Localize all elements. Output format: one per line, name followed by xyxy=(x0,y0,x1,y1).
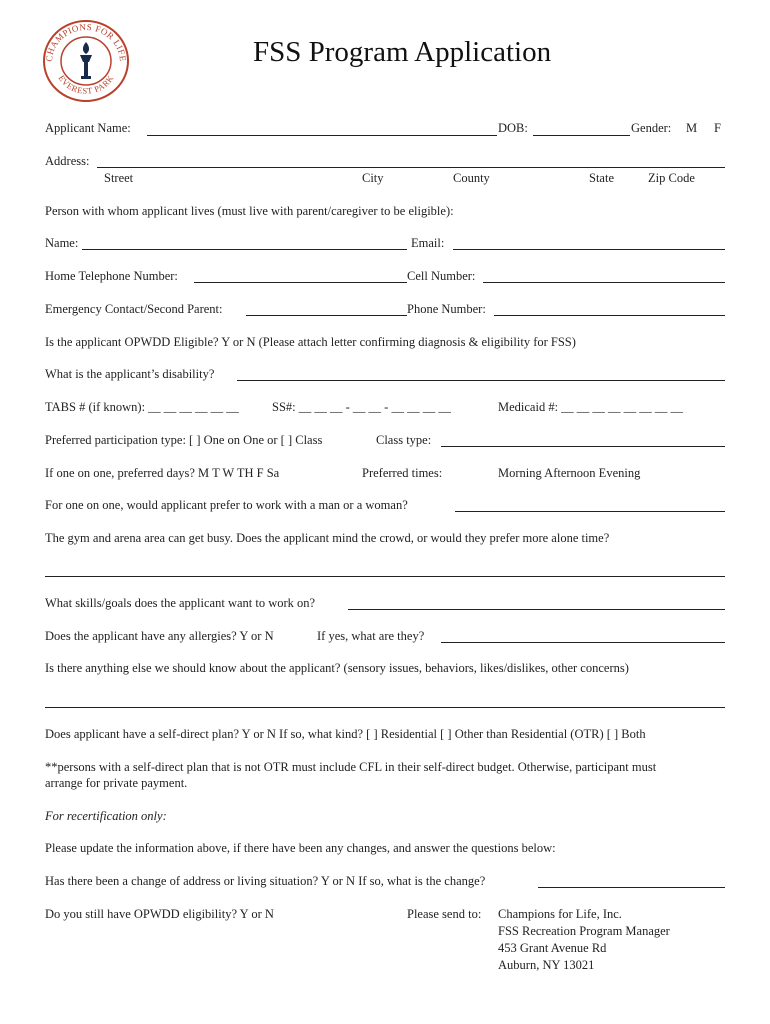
self-direct-question[interactable]: Does applicant have a self-direct plan? Y or N If so, what kind? [ ] Residential [ ] Other than Residential (OTR) [ ] Both xyxy=(45,727,646,741)
recertification-update-text: Please update the information above, if there have been any changes, and answer the questions below: xyxy=(45,841,556,855)
gender-m-option[interactable]: M xyxy=(686,121,698,135)
disability-label: What is the applicant’s disability? xyxy=(45,367,215,381)
self-direct-note-line2: arrange for private payment. xyxy=(45,776,188,790)
preferred-times-label: Preferred times: xyxy=(362,466,443,480)
home-phone-label: Home Telephone Number: xyxy=(45,269,178,283)
county-caption: County xyxy=(453,171,490,185)
logo-bottom-text: EVEREST PARK xyxy=(56,73,116,96)
skills-goals-label: What skills/goals does the applicant want to work on? xyxy=(45,596,316,610)
gender-preference-field[interactable] xyxy=(455,511,725,512)
logo-top-text: CHAMPIONS FOR LIFE xyxy=(43,21,129,63)
send-to-line3: 453 Grant Avenue Rd xyxy=(498,941,607,955)
zip-caption: Zip Code xyxy=(648,171,695,185)
medicaid-number-field[interactable]: Medicaid #: __ __ __ __ __ __ __ __ xyxy=(498,400,684,414)
class-type-field[interactable] xyxy=(441,446,725,447)
crowd-question: The gym and arena area can get busy. Does the applicant mind the crowd, or would they prefer more alone time? xyxy=(45,531,610,545)
send-to-line4: Auburn, NY 13021 xyxy=(498,958,595,972)
living-change-field[interactable] xyxy=(538,887,725,888)
city-caption: City xyxy=(362,171,384,185)
state-caption: State xyxy=(589,171,614,185)
opwdd-still-eligible-question[interactable]: Do you still have OPWDD eligibility? Y or N xyxy=(45,907,274,921)
anything-else-field[interactable] xyxy=(45,707,725,708)
skills-goals-field[interactable] xyxy=(348,609,725,610)
emergency-contact-label: Emergency Contact/Second Parent: xyxy=(45,302,223,316)
send-to-line2: FSS Recreation Program Manager xyxy=(498,924,670,938)
send-to-label: Please send to: xyxy=(407,907,482,921)
allergies-field[interactable] xyxy=(441,642,725,643)
torch-icon xyxy=(80,42,92,79)
crowd-answer-field[interactable] xyxy=(45,576,725,577)
self-direct-note-line1: **persons with a self-direct plan that is not OTR must include CFL in their self-direct budget. Otherwise, participant must xyxy=(45,760,657,774)
contact-name-label: Name: xyxy=(45,236,79,250)
gender-preference-label: For one on one, would applicant prefer to work with a man or a woman? xyxy=(45,498,408,512)
applicant-name-label: Applicant Name: xyxy=(45,121,131,135)
opwdd-eligible-question: Is the applicant OPWDD Eligible? Y or N (Please attach letter confirming diagnosis & eligibility for FSS) xyxy=(45,335,576,349)
home-phone-field[interactable] xyxy=(194,282,407,283)
gender-label: Gender: xyxy=(631,121,672,135)
tabs-number-field[interactable]: TABS # (if known): __ __ __ __ __ __ xyxy=(45,400,239,414)
champions-for-life-logo xyxy=(40,16,132,104)
gender-f-option[interactable]: F xyxy=(714,121,721,135)
dob-field[interactable] xyxy=(533,135,630,136)
address-field[interactable] xyxy=(97,167,725,168)
email-label: Email: xyxy=(411,236,445,250)
applicant-name-field[interactable] xyxy=(147,135,497,136)
street-caption: Street xyxy=(104,171,134,185)
lives-with-text: Person with whom applicant lives (must live with parent/caregiver to be eligible): xyxy=(45,204,454,218)
address-label: Address: xyxy=(45,154,90,168)
preferred-times-options[interactable]: Morning Afternoon Evening xyxy=(498,466,641,480)
emergency-phone-field[interactable] xyxy=(494,315,725,316)
dob-label: DOB: xyxy=(498,121,528,135)
email-field[interactable] xyxy=(453,249,725,250)
emergency-phone-label: Phone Number: xyxy=(407,302,486,316)
ss-number-field[interactable]: SS#: __ __ __ - __ __ - __ __ __ __ xyxy=(272,400,451,414)
recertification-heading: For recertification only: xyxy=(45,809,167,823)
anything-else-question: Is there anything else we should know about the applicant? (sensory issues, behaviors, likes/dislikes, other concerns) xyxy=(45,661,629,675)
disability-field[interactable] xyxy=(237,380,725,381)
class-type-label: Class type: xyxy=(376,433,432,447)
preferred-days-options[interactable]: If one on one, preferred days? M T W TH F Sa xyxy=(45,466,280,480)
cell-number-label: Cell Number: xyxy=(407,269,476,283)
send-to-line1: Champions for Life, Inc. xyxy=(498,907,622,921)
cell-number-field[interactable] xyxy=(483,282,725,283)
contact-name-field[interactable] xyxy=(82,249,407,250)
living-change-question: Has there been a change of address or living situation? Y or N If so, what is the change? xyxy=(45,874,486,888)
allergies-question[interactable]: Does the applicant have any allergies? Y or N xyxy=(45,629,274,643)
participation-type-options[interactable]: Preferred participation type: [ ] One on One or [ ] Class xyxy=(45,433,323,447)
page-title: FSS Program Application xyxy=(253,36,552,68)
emergency-contact-field[interactable] xyxy=(246,315,407,316)
allergies-if-yes-label: If yes, what are they? xyxy=(317,629,425,643)
